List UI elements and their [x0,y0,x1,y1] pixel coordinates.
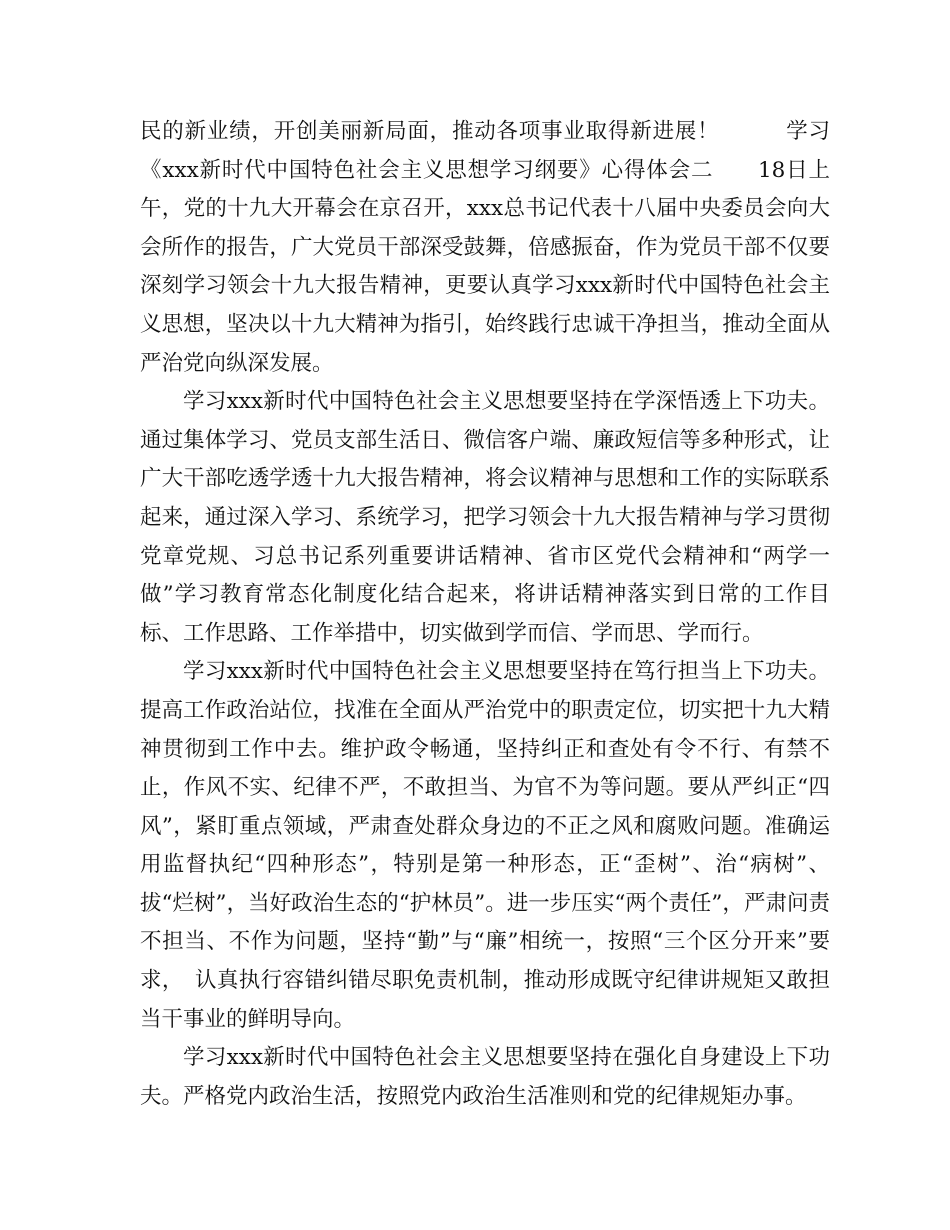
paragraph-study-deeply: 学习xxx新时代中国特色社会主义思想要坚持在学深悟透上下功夫。通过集体学习、党员支部生活日、微信客户端、廉政短信等多种形式，让广大干部吃透学透十九大报告精神，将会议精神与思想和工作的实际联系起来，通过深入学习、系统学习，把学习领会十九大报告精神与学习贯彻党章党规、习总书记系列重要讲话精神、省市区党代会精神和“两学一做”学习教育常态化制度化结合起来，将讲话精神落实到日常的工作目标、工作思路、工作举措中，切实做到学而信、学而思、学而行。 [140,389,830,646]
paragraph-practice-responsibility: 学习xxx新时代中国特色社会主义思想要坚持在笃行担当上下功夫。提高工作政治站位，找准在全面从严治党中的职责定位，切实把十九大精神贯彻到工作中去。维护政令畅通，坚持纠正和查处有令不行、有禁不止，作风不实、纪律不严，不敢担当、为官不为等问题。要从严纠正“四风”，紧盯重点领域，严肃查处群众身边的不正之风和腐败问题。准确运用监督执纪“四种形态”，特别是第一种形态，正“歪树”、治“病树”、拔“烂树”，当好政治生态的“护林员”。进一步压实“两个责任”，严肃问责不担当、不作为问题，坚持“勤”与“廉”相统一，按照“三个区分开来”要求， 认真执行容错纠错尽职免责机制，推动形成既守纪律讲规矩又敢担当干事业的鲜明导向。 [140,659,830,1032]
paragraph-continuation: 民的新业绩，开创美丽新局面，推动各项事业取得新进展！ 学习《xxx新时代中国特色社会主义思想学习纲要》心得体会二 18日上午，党的十九大开幕会在京召开，xxx总书记代表十八届中央委员会向大会所作的报告，广大党员干部深受鼓舞，倍感振奋，作为党员干部不仅要深刻学习领会十九大报告精神，更要认真学习xxx新时代中国特色社会主义思想，坚决以十九大精神为指引，始终践行忠诚干净担当，推动全面从严治党向纵深发展。 [140,119,830,376]
document-body [140,113,830,1116]
paragraph-self-building: 学习xxx新时代中国特色社会主义思想要坚持在强化自身建设上下功夫。严格党内政治生活，按照党内政治生活准则和党的纪律规矩办事。 [140,1045,830,1109]
